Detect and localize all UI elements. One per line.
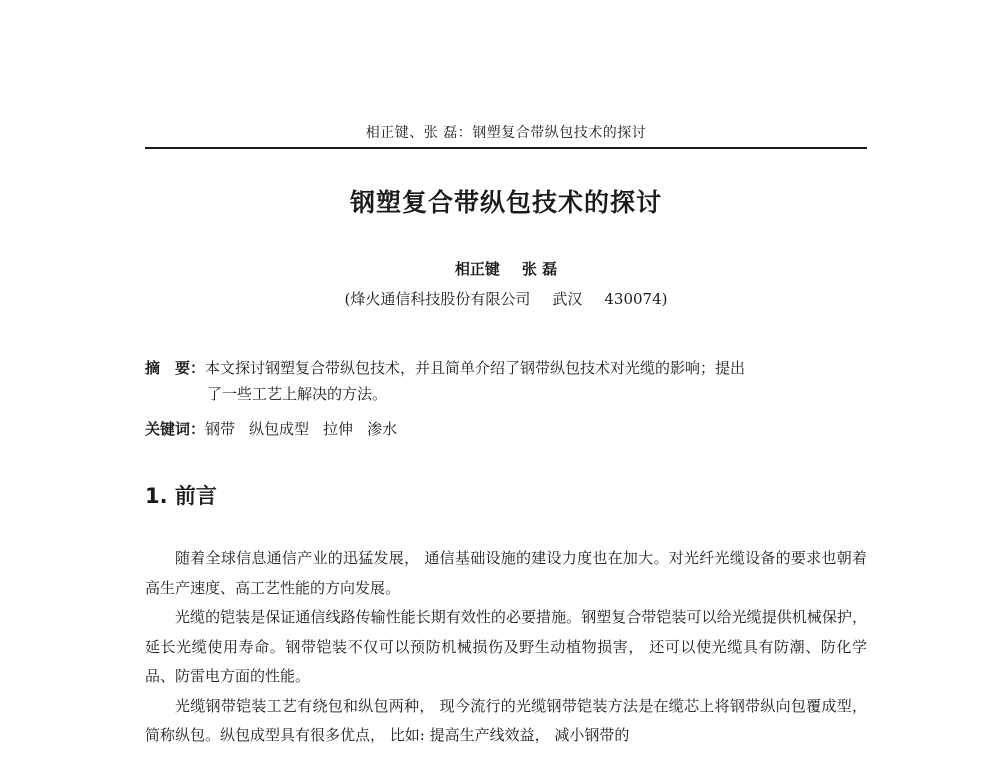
paragraph: 随着全球信息通信产业的迅猛发展， 通信基础设施的建设力度也在加大。对光纤光缆设备的要求也朝着高生产速度、高工艺性能的方向发展。 — [145, 549, 867, 597]
affiliation-org: 烽火通信科技股份有限公司 — [350, 290, 531, 308]
keyword: 纵包成型 — [249, 420, 310, 438]
affiliation-close-paren: ) — [661, 290, 668, 308]
abstract-text-1: 本文探讨钢塑复合带纵包技术，并且简单介绍了钢带纵包技术对光缆的影响；提出 — [205, 359, 746, 377]
keywords-label: 关键词： — [145, 420, 206, 438]
header-rule — [145, 147, 867, 149]
affiliation-postcode: 430074 — [604, 290, 662, 308]
running-header: 相正键、张 磊：钢塑复合带纵包技术的探讨 — [365, 125, 647, 141]
keyword: 钢带 — [205, 420, 236, 438]
abstract — [145, 355, 867, 407]
section-body — [145, 544, 867, 751]
keyword: 渗水 — [367, 420, 398, 438]
paper-title: 钢塑复合带纵包技术的探讨 — [349, 188, 662, 217]
abstract-line-1 — [145, 355, 867, 381]
keyword: 拉伸 — [323, 420, 354, 438]
author-2: 张 磊 — [521, 260, 558, 278]
paragraph: 光缆的铠装是保证通信线路传输性能长期有效性的必要措施。钢塑复合带铠装可以给光缆提供机械保护， 延长光缆使用寿命。钢带铠装不仅可以预防机械损伤及野生动植物损害， 还可以使光缆具有防潮、防化学品、防雷电方面的性能。 — [145, 608, 867, 685]
abstract-label: 摘 要： — [145, 359, 206, 377]
affiliation-city: 武汉 — [552, 290, 583, 308]
affiliation — [145, 288, 867, 309]
abstract-line-2: 了一些工艺上解决的方法。 — [207, 385, 388, 403]
affiliation-open-paren: ( — [344, 290, 351, 308]
section-heading: 1. 前言 — [145, 484, 217, 508]
keywords — [145, 418, 867, 439]
authors — [145, 258, 867, 279]
paragraph: 光缆钢带铠装工艺有绕包和纵包两种， 现今流行的光缆钢带铠装方法是在缆芯上将钢带纵向包覆成型， 简称纵包。纵包成型具有很多优点， 比如: 提高生产线效益， 减小钢带的 — [145, 696, 867, 744]
author-1: 相正键 — [454, 260, 500, 278]
